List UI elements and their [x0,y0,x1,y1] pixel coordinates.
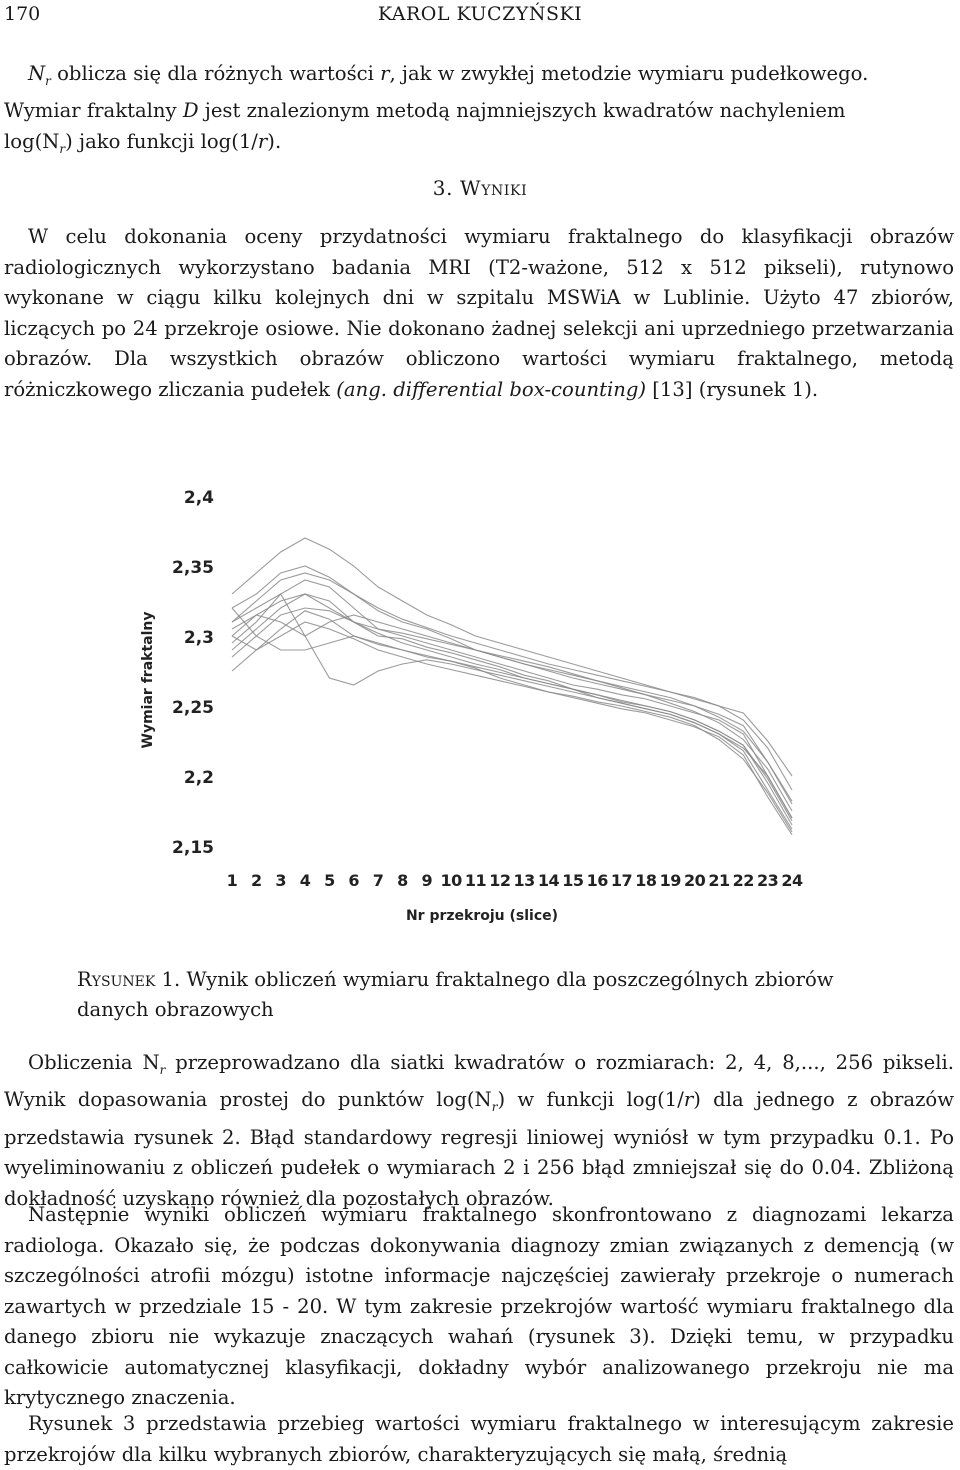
results-paragraph [4,222,954,405]
x-tick-label: 21 [708,871,730,890]
figure-1 [122,470,806,940]
x-tick-label: 19 [659,871,681,890]
series-line [232,611,792,832]
y-tick-label: 2,15 [172,838,214,858]
caption-label: Rysunek 1. [77,968,181,991]
x-tick-label: 12 [489,871,511,890]
intro-paragraph [4,59,954,164]
figure3-paragraph [4,1409,954,1470]
paragraph-text: ) w funkcji log(1/ [497,1088,684,1112]
x-tick-label: 22 [732,871,754,890]
paragraph-text: ) dla jednego z obrazów przedstawia rysunek 2. Błąd standardowy regresji liniowej wyniósł w tym przypadku 0.1. Po wyeliminowaniu z obliczeń pudełek o wymiarach 2 i 256 błąd zmniejszał się do 0.04. Zbliżoną dokładność uzyskano również dla pozostałych obrazów. [4,1088,954,1210]
series-line [232,615,792,801]
intro-text: oblicza się dla różnych wartości [50,62,381,85]
subscript-r: r [491,1100,498,1115]
paragraph-text: W celu dokonania oceny przydatności wymiaru fraktalnego do klasyfikacji obrazów radiologicznych wykorzystano badania MRI (T2-ważone, 512 x 512 pikseli), rutynowo wykonane w ciągu kilku kolejnych dni w szpitalu MSWiA w Lublinie. Użyto 47 zbiorów, liczących po 24 przekroje osiowe. Nie dokonano żadnej selekcji ani uprzedniego przetwarzania obrazów. Dla wszystkich obrazów obliczono wartości wymiaru fraktalnego, metodą różniczkowego zliczania pudełek [4,225,954,401]
subscript-r: r [45,73,51,88]
x-tick-label: 4 [299,871,311,890]
intro-text: ). [267,129,282,153]
y-tick-label: 2,4 [183,488,214,508]
intro-text: log(N [4,129,60,153]
computation-paragraph [4,1048,954,1214]
section-number: 3. [432,176,454,200]
symbol-n: N [28,62,46,85]
x-tick-label: 16 [586,871,608,890]
x-tick-label: 8 [397,871,408,890]
x-tick-label: 20 [683,871,706,890]
figure-caption [77,965,907,1025]
page-number: 170 [4,3,41,25]
intro-text: , jak w zwykłej metodzie wymiaru pudełkowego. [389,62,869,85]
series-line [232,580,792,818]
x-tick-label: 2 [251,871,262,890]
x-tick-label: 17 [610,871,633,890]
subscript-r: r [59,141,66,156]
x-tick-label: 5 [324,871,335,890]
series-line [232,538,792,776]
y-axis-label: Wymiar fraktalny [140,611,156,749]
series-line [232,594,792,825]
series-line [232,608,792,821]
x-tick-label: 24 [781,871,803,890]
running-header [4,3,956,29]
x-tick-label: 23 [757,871,779,890]
running-author: KAROL KUCZYŃSKI [377,3,583,25]
paragraph-italic: (ang. differential box-counting) [336,377,647,401]
symbol-r: r [380,62,390,85]
paragraph-text: Następnie wyniki obliczeń wymiaru fraktalnego skonfrontowano z diagnozami lekarza radiologa. Okazało się, że podczas dokonywania diagnozy zmian związanych z demencją (w szczególności atrofii mózgu) istotne informacje najczęściej zawierały przekroje o numerach zawartych w przedziale 15 - 20. W tym zakresie przekrojów wartość wymiaru fraktalnego dla danego zbioru nie wykazuje znaczących wahań (rysunek 3). Dzięki temu, w przypadku całkowicie automatycznej klasyfikacji, dokładny wybór analizowanego przekroju nie ma krytycznego znaczenia. [4,1203,954,1409]
x-tick-label: 13 [513,871,535,890]
series-line [232,594,792,818]
symbol-r: r [683,1088,694,1112]
y-tick-label: 2,2 [183,768,214,788]
series-line [232,573,792,804]
diagnosis-paragraph [4,1200,954,1414]
x-tick-label: 15 [562,871,584,890]
y-tick-label: 2,35 [172,558,214,578]
paragraph-text: przeprowadzano dla siatki kwadratów o rozmiarach: 2, 4, 8,..., 256 pikseli. Wynik dopasowania prostej do punktów log(N [4,1051,954,1112]
intro-text: jest znalezionym metodą najmniejszych kwadratów nachyleniem [198,99,846,123]
x-tick-label: 18 [635,871,657,890]
intro-text: ) jako funkcji log(1/ [65,129,258,153]
section-heading [0,176,960,200]
fractal-dimension-chart [122,470,806,940]
x-tick-label: 3 [275,871,287,890]
paragraph-text: Rysunek 3 przedstawia przebieg wartości wymiaru fraktalnego w interesującym zakresie przekrojów dla kilku wybranych zbiorów, charakteryzujących się małą, średnią [4,1412,954,1466]
x-tick-label: 6 [348,871,360,890]
paragraph-text: [13] (rysunek 1). [646,377,819,401]
subscript-r: r [159,1062,166,1077]
series-line [232,608,792,829]
section-title: Wyniki [460,176,528,200]
x-tick-label: 14 [537,871,560,890]
x-tick-label: 1 [226,871,238,890]
x-tick-label: 11 [464,871,487,890]
paragraph-text: Obliczenia N [28,1051,160,1074]
x-tick-label: 7 [372,871,384,890]
symbol-r: r [257,129,268,153]
y-tick-label: 2,25 [172,698,214,718]
intro-text: Wymiar fraktalny [4,99,183,123]
x-tick-label: 9 [421,871,433,890]
caption-text: Wynik obliczeń wymiaru fraktalnego dla poszczególnych zbiorów danych obrazowych [77,968,834,1021]
symbol-d: D [182,99,199,123]
x-axis-label: Nr przekroju (slice) [405,908,559,924]
y-tick-label: 2,3 [183,628,214,648]
x-tick-label: 10 [440,871,462,890]
